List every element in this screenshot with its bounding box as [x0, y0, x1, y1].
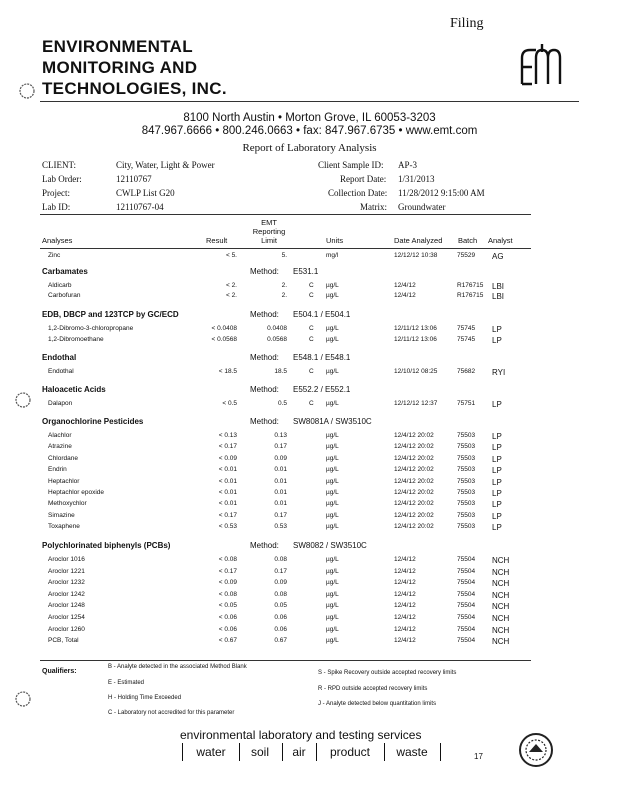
method-label: Method: — [250, 417, 279, 426]
table-row-batch: 75745 — [457, 336, 476, 343]
table-row-result: < 0.08 — [218, 591, 237, 598]
qualifier-item: H - Holding Time Exceeded — [108, 695, 182, 701]
table-row-analyst: NCH — [492, 614, 510, 623]
table-row-rl: 0.09 — [274, 455, 287, 462]
table-row-result: < 2. — [225, 292, 237, 299]
table-row-batch: 75504 — [457, 614, 476, 621]
table-row-result: < 0.01 — [218, 466, 237, 473]
lab-id-label: Lab ID: — [42, 202, 71, 212]
qualifier-item: C - Laboratory not accredited for this parameter — [108, 710, 235, 716]
table-row-name: Toxaphene — [48, 523, 80, 530]
qualifier-item: R - RPD outside accepted recovery limits — [318, 686, 428, 692]
table-row-name: Heptachlor epoxide — [48, 489, 105, 496]
sample-id-label: Client Sample ID: — [318, 160, 384, 170]
table-row-analyst: LBI — [492, 282, 505, 291]
table-row-name: Aroclor 1248 — [48, 602, 85, 609]
table-row-name: PCB, Total — [48, 637, 79, 644]
table-row-date: 12/4/12 — [394, 591, 416, 598]
col-result: Result — [206, 236, 228, 245]
table-row-q: C — [309, 400, 314, 407]
qualifier-item: E - Estimated — [108, 680, 145, 686]
table-row-rl: 0.0568 — [267, 336, 287, 343]
table-row-batch: R176715 — [457, 292, 484, 299]
table-row-date: 12/4/12 — [394, 282, 416, 289]
method-value: E531.1 — [293, 267, 319, 276]
table-row-batch: 75504 — [457, 637, 476, 644]
table-row-q: C — [309, 282, 314, 289]
table-row-result: < 0.5 — [222, 400, 237, 407]
filing-stamp: Filing — [450, 16, 484, 31]
table-row-rl: 0.01 — [274, 478, 287, 485]
table-row-date: 12/4/12 20:02 — [394, 500, 434, 507]
footer-service-waste: waste — [384, 743, 441, 761]
table-row-analyst: LP — [492, 400, 502, 409]
client-label: CLIENT: — [42, 160, 77, 170]
table-row-date: 12/12/12 12:37 — [394, 400, 438, 407]
header-underline — [40, 248, 531, 249]
table-row-units: µg/L — [326, 579, 339, 586]
table-row-units: µg/L — [326, 626, 339, 633]
table-row-units: µg/L — [326, 400, 339, 407]
table-row-date: 12/4/12 20:02 — [394, 466, 434, 473]
table-row-analyst: LBI — [492, 292, 505, 301]
table-row-units: µg/L — [326, 512, 339, 519]
table-row-batch: R176715 — [457, 282, 484, 289]
table-row-result: < 0.01 — [218, 489, 237, 496]
table-row-result: < 5. — [225, 252, 237, 259]
qualifiers-label: Qualifiers: — [42, 668, 77, 675]
table-row-result: < 0.17 — [218, 512, 237, 519]
table-row-analyst: RYI — [492, 368, 506, 377]
punch-hole-icon — [14, 391, 32, 409]
table-row-date: 12/4/12 — [394, 556, 416, 563]
table-row-units: µg/L — [326, 292, 339, 299]
table-row-rl: 0.17 — [274, 443, 287, 450]
table-row-q: C — [309, 336, 314, 343]
report-date-value: 1/31/2013 — [398, 174, 435, 184]
section-title: EDB, DBCP and 123TCP by GC/ECD — [42, 310, 179, 319]
punch-hole-icon — [14, 690, 32, 708]
col-batch: Batch — [458, 236, 478, 245]
method-value: SW8082 / SW3510C — [293, 541, 367, 550]
table-row-batch: 75503 — [457, 443, 476, 450]
table-row-rl: 0.0408 — [267, 325, 287, 332]
company-name — [42, 36, 227, 99]
section-title: Organochlorine Pesticides — [42, 417, 144, 426]
footer-service-air: air — [282, 743, 317, 761]
table-row-result: < 0.17 — [218, 568, 237, 575]
client-value: City, Water, Light & Power — [116, 160, 215, 170]
table-row-units: µg/L — [326, 443, 339, 450]
section-title: Carbamates — [42, 267, 88, 276]
table-row-units: µg/L — [326, 489, 339, 496]
table-row-rl: 0.17 — [274, 568, 287, 575]
method-value: SW8081A / SW3510C — [293, 417, 372, 426]
footer-service-water: water — [182, 743, 240, 761]
table-row-date: 12/4/12 — [394, 626, 416, 633]
table-row-analyst: LP — [492, 432, 502, 441]
table-row-batch: 75504 — [457, 556, 476, 563]
col-units: Units — [326, 236, 344, 245]
company-logo-icon — [512, 40, 564, 92]
table-row-rl: 0.01 — [274, 489, 287, 496]
qualifiers-rule — [40, 660, 531, 661]
report-title: Report of Laboratory Analysis — [242, 142, 377, 154]
table-row-analyst: NCH — [492, 637, 510, 646]
table-row-rl: 18.5 — [274, 368, 287, 375]
table-row-rl: 0.01 — [274, 500, 287, 507]
table-row-q: C — [309, 292, 314, 299]
table-row-date: 12/4/12 — [394, 568, 416, 575]
table-row-date: 12/4/12 20:02 — [394, 432, 434, 439]
table-row-analyst: LP — [492, 443, 502, 452]
table-row-units: µg/L — [326, 602, 339, 609]
table-row-result: < 0.05 — [218, 602, 237, 609]
table-row-rl: 0.06 — [274, 626, 287, 633]
table-row-name: Aldicarb — [48, 282, 72, 289]
table-row-name: Aroclor 1232 — [48, 579, 85, 586]
table-row-name: Aroclor 1260 — [48, 626, 85, 633]
table-row-analyst: LP — [492, 512, 502, 521]
table-row-units: µg/L — [326, 556, 339, 563]
page-number: 17 — [474, 752, 483, 761]
table-row-analyst: NCH — [492, 591, 510, 600]
table-row-units: µg/L — [326, 368, 339, 375]
footer-tagline: environmental laboratory and testing services — [180, 728, 422, 742]
method-label: Method: — [250, 541, 279, 550]
table-row-units: µg/L — [326, 432, 339, 439]
table-row-date: 12/4/12 — [394, 637, 416, 644]
table-row-date: 12/4/12 — [394, 602, 416, 609]
section-title: Haloacetic Acids — [42, 385, 106, 394]
table-row-result: < 0.13 — [218, 432, 237, 439]
table-row-name: Atrazine — [48, 443, 72, 450]
lab-order-label: Lab Order: — [42, 174, 82, 184]
sample-id-value: AP-3 — [398, 160, 418, 170]
table-row-batch: 75504 — [457, 579, 476, 586]
table-row-q: C — [309, 325, 314, 332]
table-row-date: 12/4/12 20:02 — [394, 443, 434, 450]
section-title: Endothal — [42, 353, 77, 362]
qualifier-item: S - Spike Recovery outside accepted recovery limits — [318, 670, 457, 676]
table-row-analyst: LP — [492, 500, 502, 509]
table-row-analyst: LP — [492, 336, 502, 345]
method-label: Method: — [250, 310, 279, 319]
method-value: E548.1 / E548.1 — [293, 353, 351, 362]
table-row-batch: 75504 — [457, 591, 476, 598]
table-row-name: Endrin — [48, 466, 67, 473]
method-value: E552.2 / E552.1 — [293, 385, 351, 394]
table-row-name: 1,2-Dibromo-3-chloropropane — [48, 325, 134, 332]
table-row-date: 12/11/12 13:06 — [394, 325, 437, 332]
table-row-name: Dalapon — [48, 400, 73, 407]
col-reporting-limit: EMT Reporting Limit — [252, 218, 286, 245]
table-row-rl: 0.05 — [274, 602, 287, 609]
table-row-rl: 0.06 — [274, 614, 287, 621]
table-row-rl: 2. — [281, 292, 287, 299]
table-row-name: Methoxychlor — [48, 500, 87, 507]
table-row-name: Zinc — [48, 252, 61, 259]
table-row-units: mg/l — [326, 252, 339, 259]
table-row-name: Aroclor 1221 — [48, 568, 85, 575]
table-row-result: < 0.0408 — [211, 325, 237, 332]
table-row-rl: 0.09 — [274, 579, 287, 586]
table-row-result: < 0.01 — [218, 500, 237, 507]
table-row-date: 12/4/12 — [394, 579, 416, 586]
accreditation-seal-icon — [518, 732, 554, 768]
table-row-rl: 0.08 — [274, 556, 287, 563]
table-row-date: 12/4/12 20:02 — [394, 523, 434, 530]
table-row-rl: 0.08 — [274, 591, 287, 598]
collection-date-label: Collection Date: — [328, 188, 388, 198]
table-row-date: 12/12/12 10:38 — [394, 252, 438, 259]
table-row-analyst: AG — [492, 252, 504, 261]
table-row-batch: 75504 — [457, 626, 476, 633]
table-row-name: Alachlor — [48, 432, 72, 439]
table-row-analyst: NCH — [492, 602, 510, 611]
table-row-rl: 0.01 — [274, 466, 287, 473]
table-row-batch: 75503 — [457, 523, 476, 530]
table-row-result: < 0.06 — [218, 626, 237, 633]
table-row-analyst: LP — [492, 523, 502, 532]
table-row-result: < 0.0568 — [211, 336, 237, 343]
table-row-result: < 0.06 — [218, 614, 237, 621]
table-row-analyst: LP — [492, 478, 502, 487]
matrix-value: Groundwater — [398, 202, 446, 212]
table-row-name: Simazine — [48, 512, 75, 519]
table-row-analyst: NCH — [492, 556, 510, 565]
table-row-result: < 0.17 — [218, 443, 237, 450]
table-row-batch: 75751 — [457, 400, 476, 407]
table-row-analyst: NCH — [492, 626, 510, 635]
table-row-analyst: NCH — [492, 579, 510, 588]
matrix-label: Matrix: — [360, 202, 387, 212]
table-row-rl: 0.53 — [274, 523, 287, 530]
table-row-date: 12/4/12 20:02 — [394, 489, 434, 496]
table-row-result: < 0.01 — [218, 478, 237, 485]
table-row-batch: 75503 — [457, 512, 476, 519]
table-row-batch: 75529 — [457, 252, 476, 259]
table-row-analyst: NCH — [492, 568, 510, 577]
method-label: Method: — [250, 353, 279, 362]
table-row-result: < 0.67 — [218, 637, 237, 644]
table-row-batch: 75682 — [457, 368, 476, 375]
table-row-batch: 75503 — [457, 500, 476, 507]
info-rule — [40, 214, 531, 215]
qualifier-item: J - Analyte detected below quantitation limits — [318, 701, 437, 707]
table-row-date: 12/4/12 — [394, 292, 416, 299]
punch-hole-icon — [18, 82, 36, 100]
table-row-batch: 75503 — [457, 478, 476, 485]
table-row-analyst: LP — [492, 489, 502, 498]
table-row-q: C — [309, 368, 314, 375]
footer-service-soil: soil — [238, 743, 283, 761]
company-name-line: TECHNOLOGIES, INC. — [42, 79, 227, 98]
qualifier-item: B - Analyte detected in the associated Method Blank — [108, 664, 247, 670]
table-row-name: Heptachlor — [48, 478, 80, 485]
table-row-units: µg/L — [326, 568, 339, 575]
company-contact: 847.967.6666 • 800.246.0663 • fax: 847.967.6735 • www.emt.com — [141, 125, 478, 137]
table-row-date: 12/4/12 20:02 — [394, 478, 434, 485]
project-label: Project: — [42, 188, 70, 198]
table-row-result: < 0.08 — [218, 556, 237, 563]
table-row-result: < 0.09 — [218, 579, 237, 586]
company-name-line: ENVIRONMENTAL — [42, 37, 193, 56]
table-row-units: µg/L — [326, 637, 339, 644]
table-row-units: µg/L — [326, 478, 339, 485]
col-analyses: Analyses — [42, 236, 73, 245]
lab-id-value: 12110767-04 — [116, 202, 164, 212]
table-row-batch: 75504 — [457, 602, 476, 609]
table-row-result: < 0.09 — [218, 455, 237, 462]
col-analyst: Analyst — [488, 236, 513, 245]
section-title: Polychlorinated biphenyls (PCBs) — [42, 541, 171, 550]
method-value: E504.1 / E504.1 — [293, 310, 351, 319]
table-row-rl: 0.13 — [274, 432, 287, 439]
collection-date-value: 11/28/2012 9:15:00 AM — [398, 188, 485, 198]
table-row-analyst: LP — [492, 455, 502, 464]
table-row-result: < 0.53 — [218, 523, 237, 530]
table-row-result: < 2. — [225, 282, 237, 289]
table-row-date: 12/4/12 — [394, 614, 416, 621]
table-row-units: µg/L — [326, 336, 339, 343]
table-row-name: 1,2-Dibromoethane — [48, 336, 104, 343]
table-row-name: Carbofuran — [48, 292, 81, 299]
table-row-analyst: LP — [492, 325, 502, 334]
company-address: 8100 North Austin • Morton Grove, IL 60053-3203 — [183, 112, 436, 124]
col-date-analyzed: Date Analyzed — [394, 236, 443, 245]
table-row-units: µg/L — [326, 466, 339, 473]
method-label: Method: — [250, 267, 279, 276]
table-row-units: µg/L — [326, 523, 339, 530]
table-row-batch: 75503 — [457, 432, 476, 439]
table-row-units: µg/L — [326, 614, 339, 621]
table-row-units: µg/L — [326, 455, 339, 462]
table-row-date: 12/4/12 20:02 — [394, 455, 434, 462]
table-row-batch: 75745 — [457, 325, 476, 332]
table-row-name: Endothal — [48, 368, 74, 375]
table-row-name: Aroclor 1016 — [48, 556, 85, 563]
table-row-result: < 18.5 — [218, 368, 237, 375]
table-row-units: µg/L — [326, 325, 339, 332]
table-row-name: Aroclor 1242 — [48, 591, 85, 598]
table-row-batch: 75503 — [457, 455, 476, 462]
project-value: CWLP List G20 — [116, 188, 175, 198]
table-row-rl: 0.5 — [277, 400, 287, 407]
method-label: Method: — [250, 385, 279, 394]
table-row-batch: 75503 — [457, 489, 476, 496]
table-row-name: Chlordane — [48, 455, 78, 462]
table-row-batch: 75503 — [457, 466, 476, 473]
table-row-rl: 2. — [281, 282, 287, 289]
table-row-date: 12/11/12 13:06 — [394, 336, 437, 343]
footer-service-product: product — [316, 743, 385, 761]
table-row-date: 12/4/12 20:02 — [394, 512, 434, 519]
report-date-label: Report Date: — [340, 174, 387, 184]
table-row-units: µg/L — [326, 500, 339, 507]
table-row-rl: 0.67 — [274, 637, 287, 644]
table-row-units: µg/L — [326, 282, 339, 289]
table-row-date: 12/10/12 08:25 — [394, 368, 438, 375]
table-row-name: Aroclor 1254 — [48, 614, 85, 621]
header-rule — [40, 101, 579, 102]
table-row-rl: 5. — [281, 252, 287, 259]
table-row-rl: 0.17 — [274, 512, 287, 519]
lab-order-value: 12110767 — [116, 174, 152, 184]
table-row-analyst: LP — [492, 466, 502, 475]
company-name-line: MONITORING AND — [42, 58, 198, 77]
table-row-units: µg/L — [326, 591, 339, 598]
table-row-batch: 75504 — [457, 568, 476, 575]
